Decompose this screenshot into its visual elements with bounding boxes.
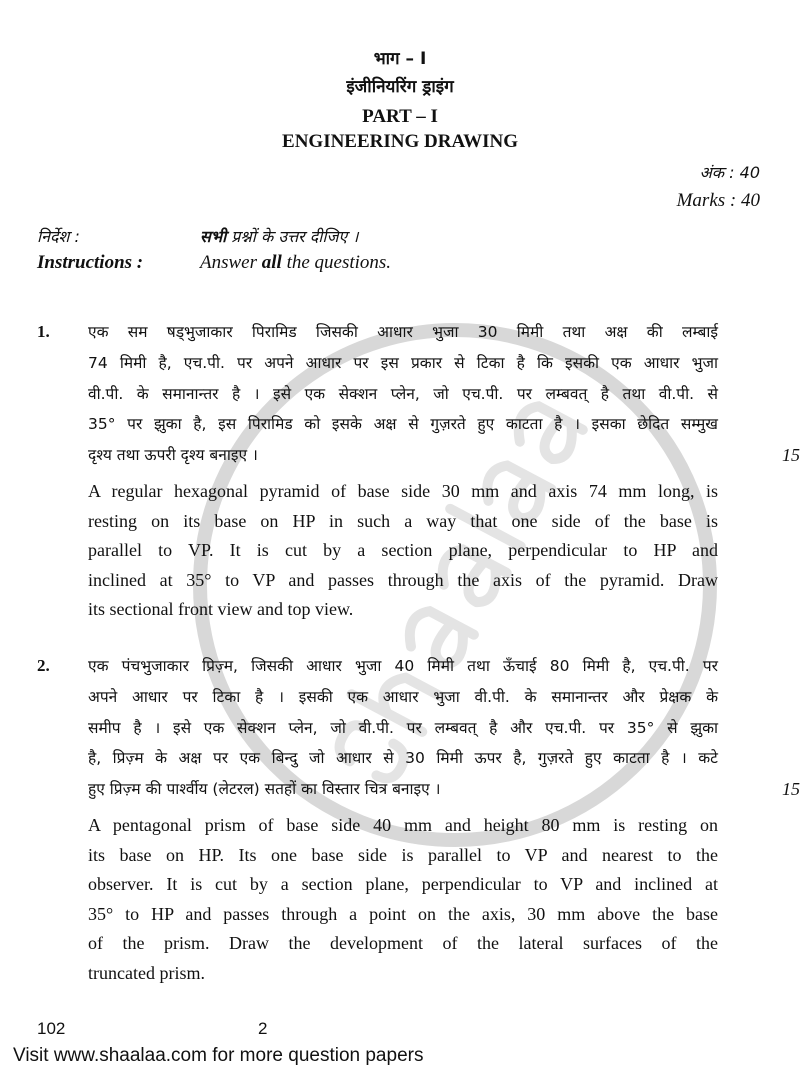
promo-link[interactable]: Visit www.shaalaa.com for more question papers — [13, 1044, 424, 1066]
question-text-english-line: A pentagonal prism of base side 40 mm and height 80 mm is resting on — [88, 814, 718, 835]
question-text-hindi-line: 74 मिमी है, एच.पी. पर अपने आधार पर इस प्रकार से टिका है कि इसकी एक आधार भुजा — [88, 353, 718, 372]
question-block — [37, 651, 800, 989]
question-text-english-line: truncated prism. — [88, 962, 205, 983]
question-text-english-line: inclined at 35° to VP and passes through the axis of the pyramid. Draw — [88, 569, 718, 590]
question-block — [37, 317, 800, 625]
question-text-english-line: A regular hexagonal pyramid of base side 30 mm and axis 74 mm long, is — [88, 480, 718, 501]
question-text-hindi-line: है, प्रिज़्म के अक्ष पर एक बिन्दु जो आधार से 30 मिमी ऊपर है, गुज़रते हुए काटता है । कटे — [88, 749, 718, 768]
question-text-hindi-line: समीप है । इसे एक सेक्शन प्लेन, जो वी.पी. पर लम्बवत् है और एच.पी. पर 35° से झुका — [88, 718, 718, 737]
page-footer — [0, 1019, 800, 1075]
instructions-label-hindi: निर्देश : — [37, 227, 80, 246]
question-text-english-line: its base on HP. Its one base side is parallel to VP and nearest to the — [88, 844, 718, 865]
question-text-hindi-line: 35° पर झुका है, इस पिरामिड को इसके अक्ष से गुज़रते हुए काटता है । इसका छेदित सम्मुख — [88, 415, 718, 434]
question-text-english-line: of the prism. Draw the development of the lateral surfaces of the — [88, 933, 718, 954]
question-text-hindi-line: हुए प्रिज़्म की पार्श्वीय (लेटरल) सतहों का विस्तार चित्र बनाइए । — [88, 780, 441, 799]
text: प्रश्नों के उत्तर दीजिए । — [226, 227, 359, 246]
paper-code: 102 — [37, 1018, 66, 1038]
marks-hindi: अंक : 40 — [699, 163, 760, 182]
question-last-line-wrap — [88, 440, 800, 471]
question-number: 1. — [37, 322, 50, 341]
subject-title-hindi: इंजीनियरिंग ड्राइंग — [346, 77, 454, 97]
question-text-hindi-line: वी.पी. के समानान्तर है । इसे एक सेक्शन प्लेन, जो एच.पी. पर लम्बवत् है तथा वी.पी. से — [88, 384, 718, 403]
emphasis: all — [261, 252, 282, 273]
question-last-line-wrap — [88, 774, 800, 805]
question-text-hindi-line: एक पंचभुजाकार प्रिज़्म, जिसकी आधार भुजा 40 मिमी तथा ऊँचाई 80 मिमी है, एच.पी. पर — [88, 656, 718, 675]
question-text-english-line: 35° to HP and passes through a point on the axis, 30 mm above the base — [88, 903, 718, 924]
question-text-english-line: resting on its base on HP in such a way that one side of the base is — [88, 510, 718, 531]
question-text-english — [88, 477, 718, 625]
text: Answer — [200, 252, 262, 273]
question-marks: 15 — [782, 779, 800, 800]
question-text-hindi-line: एक सम षड्भुजाकार पिरामिड जिसकी आधार भुजा 30 मिमी तथा अक्ष की लम्बाई — [88, 323, 718, 341]
question-text-hindi — [88, 317, 800, 471]
emphasis: सभी — [200, 227, 227, 246]
question-number: 2. — [37, 655, 50, 675]
page-number: 2 — [258, 1018, 268, 1038]
marks-english: Marks : 40 — [676, 190, 760, 211]
question-text-hindi-line: दृश्य तथा ऊपरी दृश्य बनाइए । — [88, 446, 258, 465]
instructions-label: Instructions : — [37, 252, 144, 273]
question-text-english — [88, 811, 718, 989]
question-text-hindi — [88, 651, 800, 805]
question-text-english-line: observer. It is cut by a section plane, perpendicular to VP and inclined at — [88, 874, 718, 895]
questions-list — [0, 317, 800, 989]
text: the questions. — [281, 252, 392, 273]
part-title: PART – I — [362, 106, 438, 127]
question-text-english-line: parallel to VP. It is cut by a section plane, perpendicular to HP and — [88, 540, 718, 561]
question-text-english-line: its sectional front view and top view. — [88, 599, 354, 620]
question-text-hindi-line: अपने आधार पर टिका है । इसकी एक आधार भुजा वी.पी. के समानान्तर और प्रेक्षक के — [88, 687, 718, 706]
subject-title: ENGINEERING DRAWING — [282, 131, 518, 152]
part-title-hindi: भाग – I — [373, 49, 427, 69]
question-marks: 15 — [782, 445, 800, 466]
